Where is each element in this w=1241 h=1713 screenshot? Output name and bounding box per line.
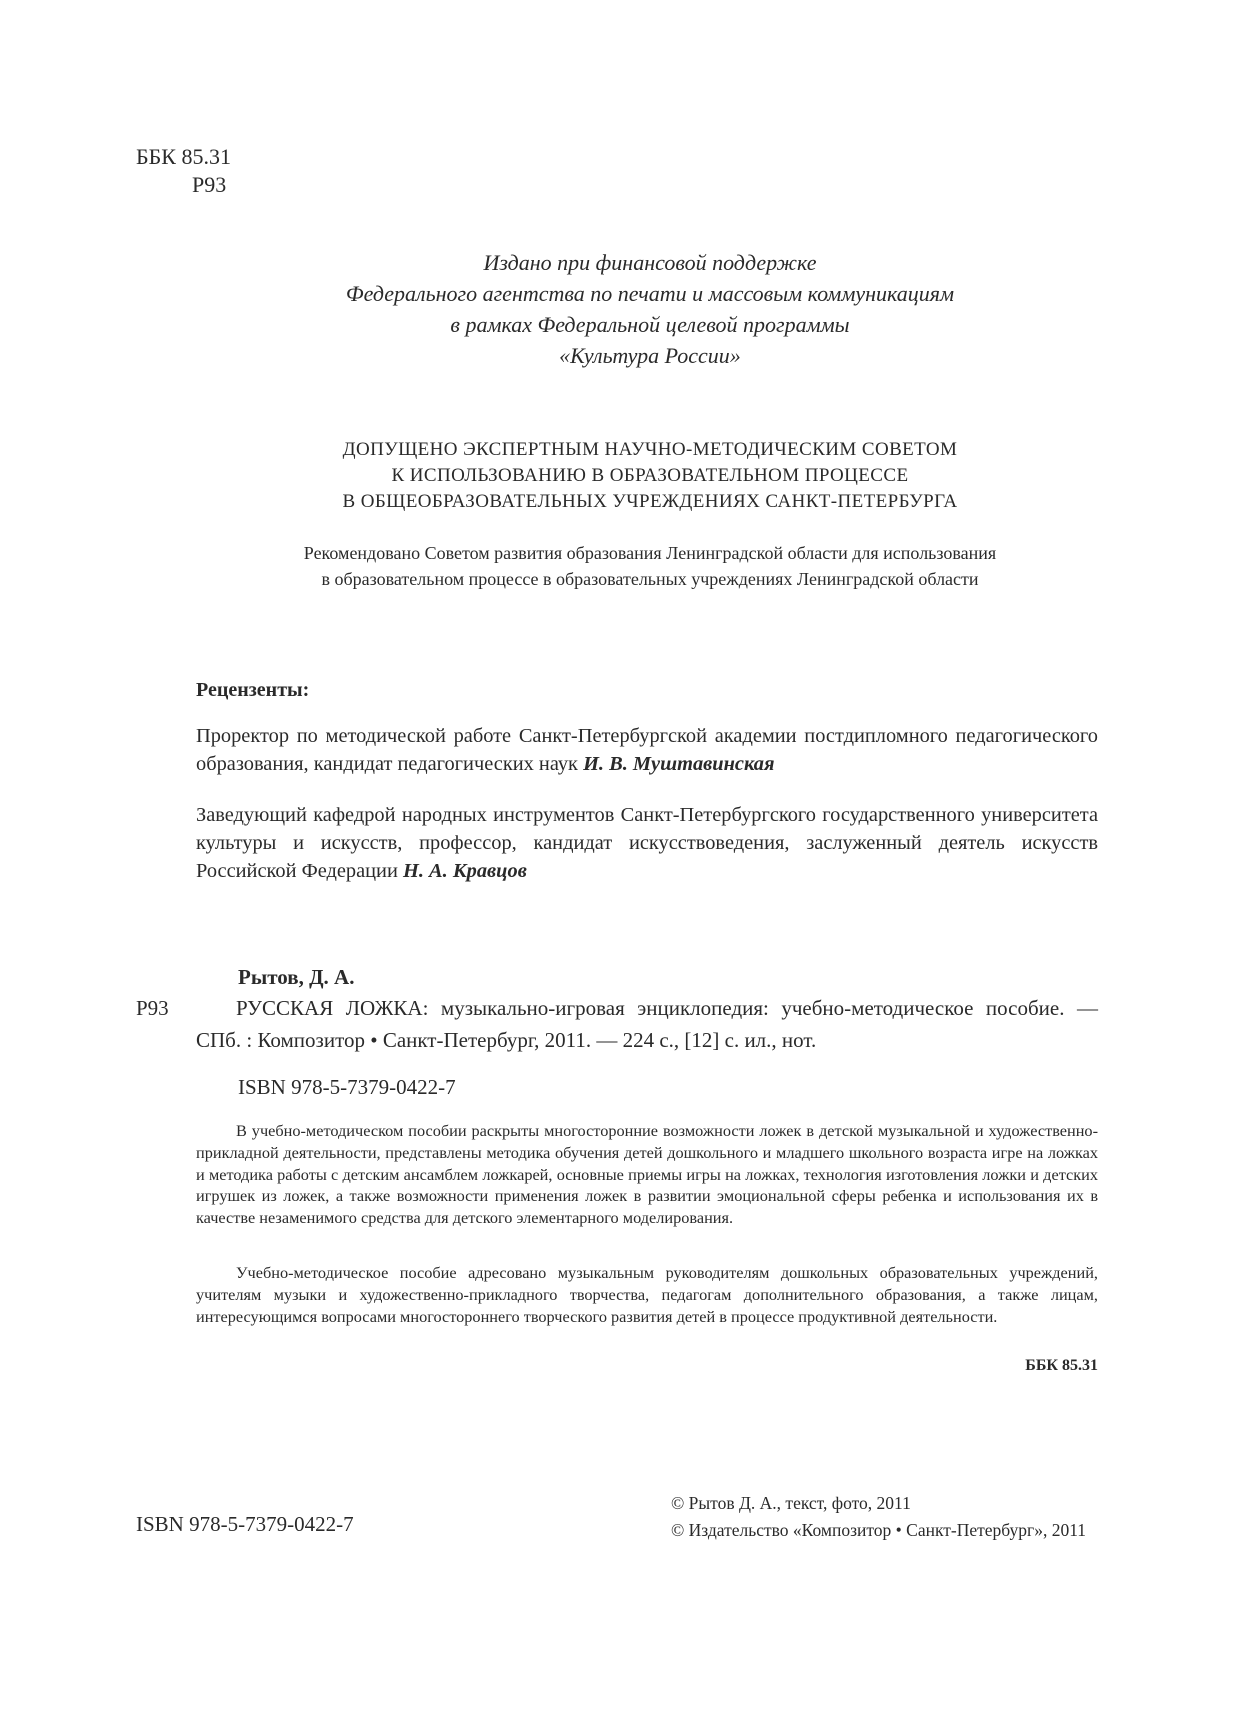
support-line-2: Федерального агентства по печати и массовым коммуникациям <box>345 281 955 306</box>
bibliography-isbn: ISBN 978-5-7379-0422-7 <box>238 1075 456 1099</box>
footer-isbn: ISBN 978-5-7379-0422-7 <box>136 1512 354 1536</box>
reviewer-1-position: Проректор по методической работе Санкт-Петербургской академии постдипломного педагогического образования, кандидат педагогических наук <box>196 725 1098 775</box>
reviewer-2 <box>196 801 1098 885</box>
copyright-block <box>671 1490 1086 1544</box>
author-code: Р93 <box>192 172 227 197</box>
approval-line-3: В ОБЩЕОБРАЗОВАТЕЛЬНЫХ УЧРЕЖДЕНИЯХ САНКТ-ПЕТЕРБУРГА <box>342 491 958 512</box>
bbk-index: ББК 85.31 <box>136 144 231 169</box>
copyright-author: © Рытов Д. А., текст, фото, 2011 <box>671 1493 911 1513</box>
reviewers-title: Рецензенты: <box>196 679 310 701</box>
recommendation-line-2: в образовательном процессе в образовательных учреждениях Ленинградской области <box>321 569 979 589</box>
approval-line-1: ДОПУЩЕНО ЭКСПЕРТНЫМ НАУЧНО-МЕТОДИЧЕСКИМ СОВЕТОМ <box>342 439 958 460</box>
annotation-bbk: ББК 85.31 <box>1025 1357 1098 1374</box>
recommendation-notice <box>150 540 1150 592</box>
bibliography-author: Рытов, Д. А. <box>238 965 355 989</box>
annotation-paragraph-1: В учебно-методическом пособии раскрыты многосторонние возможности ложек в детской музыкальной и художественно-прикладной деятельности, представлены методика обучения детей дошкольного и младшего школьного возраста игре на ложках и методика работы с детским ансамблем ложкарей, основные приемы игры на ложках, технология изготовления ложки и детских игрушек из ложек, а также возможности применения ложек в развитии эмоциональной сферы ребенка и использования их в качестве незаменимого средства для детского элементарного моделирования. <box>196 1121 1098 1228</box>
annotation-paragraph-2: Учебно-методическое пособие адресовано музыкальным руководителям дошкольных образовательных учреждений, учителям музыки и художественно-прикладного творчества, педагогам дополнительного образования, а также лицам, интересующимся вопросами многостороннего творческого развития детей в процессе продуктивной деятельности. <box>196 1263 1098 1326</box>
bbk-header <box>136 143 231 199</box>
bibliography-code: Р93 <box>136 996 169 1020</box>
reviewer-1 <box>196 722 1098 778</box>
approval-line-2: К ИСПОЛЬЗОВАНИЮ В ОБРАЗОВАТЕЛЬНОМ ПРОЦЕССЕ <box>391 465 909 486</box>
support-line-1: Издано при финансовой поддержке <box>483 250 817 275</box>
support-line-4: «Культура России» <box>559 343 741 368</box>
approval-notice <box>150 437 1150 515</box>
bibliography-description: РУССКАЯ ЛОЖКА: музыкально-игровая энциклопедия: учебно-методическое пособие. — СПб. : Композитор • Санкт-Петербург, 2011. — 224 с., [12] с. ил., нот. <box>196 996 1098 1052</box>
copyright-publisher: © Издательство «Композитор • Санкт-Петербург», 2011 <box>671 1520 1087 1540</box>
reviewer-2-name: Н. А. Кравцов <box>402 860 527 882</box>
reviewer-2-position: Заведующий кафедрой народных инструментов Санкт-Петербургского государственного университета культуры и искусств, профессор, кандидат искусствоведения, заслуженный деятель искусств Российской Федерации <box>196 804 1098 882</box>
reviewer-1-name: И. В. Муштавинская <box>583 753 775 775</box>
support-notice <box>180 247 1120 371</box>
support-line-3: в рамках Федеральной целевой программы <box>450 312 850 337</box>
recommendation-line-1: Рекомендовано Советом развития образования Ленинградской области для использования <box>303 543 997 563</box>
